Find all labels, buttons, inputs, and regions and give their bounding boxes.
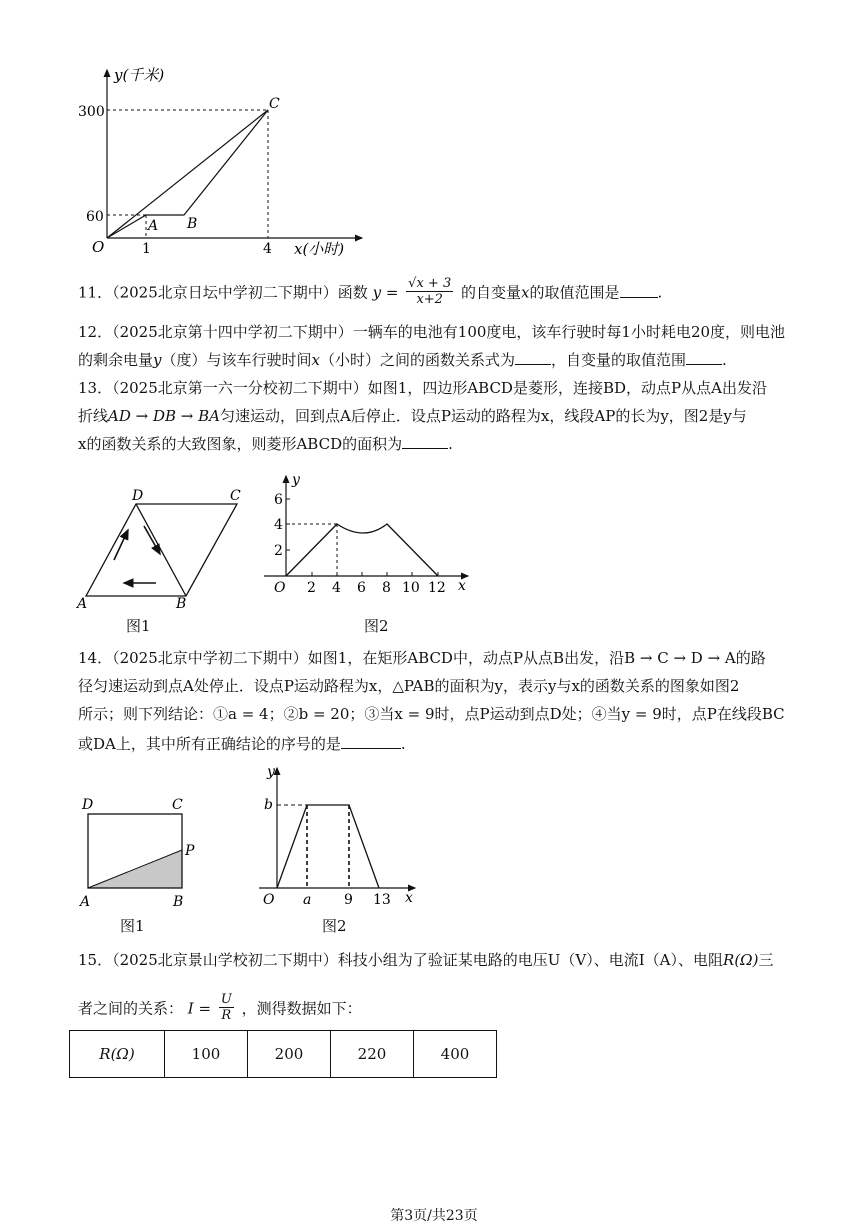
svg-text:y: y: [267, 764, 275, 780]
answer-blank[interactable]: [620, 283, 658, 298]
label-B: B: [176, 596, 187, 612]
distance-time-graph: [70, 60, 370, 265]
svg-text:13: 13: [373, 892, 391, 908]
svg-text:6: 6: [274, 492, 283, 508]
point-C: C: [269, 96, 280, 112]
table-header: R(Ω): [70, 1031, 165, 1078]
question-14-line1: 14．（2025北京中学初二下期中）如图1，在矩形ABCD中，动点P从点B出发，沿B → C → D → A的路: [78, 649, 766, 667]
question-15-line2: 者之间的关系： I = $\frac{U}{R}$ ，测得数据如下：: [78, 992, 362, 1023]
question-14-line3: 所示；则下列结论：①a = 4；②b = 20；③当x = 9时，点P运动到点D处；④当y = 9时，点P在线段BC: [78, 705, 785, 723]
svg-text:y: y: [292, 472, 300, 488]
svg-text:D: D: [82, 797, 94, 813]
fraction: $\frac{U}{R}$: [220, 992, 232, 1023]
svg-text:a: a: [303, 892, 312, 908]
fig14-caption1: 图1: [120, 917, 145, 935]
fig14-graph: [255, 762, 425, 912]
x-tick-1: 1: [142, 241, 151, 257]
point-A: A: [148, 218, 159, 234]
fig14-caption2: 图2: [322, 917, 347, 935]
svg-text:B: B: [173, 894, 184, 910]
fig14-curve: [277, 805, 379, 888]
question-14-line2: 径匀速运动到点A处停止．设点P运动路程为x，△PAB的面积为y，表示y与x的函数关系的图象如图2: [78, 677, 740, 695]
question-11: 11．（2025北京日坛中学初二下期中）函数 y = $\frac{√x + 3}{x+2}$ 的自变量x的取值范围是 .: [78, 276, 663, 307]
table-cell: 400: [414, 1031, 497, 1078]
x-axis-label: x(小时): [294, 240, 345, 258]
func-y: y =: [372, 283, 399, 302]
y-tick-60: 60: [86, 209, 104, 225]
svg-text:x: x: [458, 578, 466, 594]
svg-text:O: O: [274, 580, 286, 596]
svg-text:P: P: [185, 843, 195, 859]
fig13-caption2: 图2: [364, 617, 389, 635]
svg-text:8: 8: [382, 580, 391, 596]
question-13-line3: x的函数关系的大致图象，则菱形ABCD的面积为 .: [78, 435, 453, 453]
x-tick-4: 4: [263, 241, 272, 257]
answer-blank[interactable]: [341, 734, 401, 749]
question-15-line1: 15．（2025北京景山学校初二下期中）科技小组为了验证某电路的电压U（V）、电流I（A）、电阻R(Ω)三: [78, 951, 774, 969]
question-13-line2: 折线AD → DB → BA匀速运动，回到点A后停止．设点P运动的路程为x，线段AP的长为y，图2是y与: [78, 407, 747, 425]
point-B: B: [187, 216, 198, 232]
svg-text:2: 2: [274, 543, 283, 559]
svg-text:O: O: [263, 892, 275, 908]
label-C: C: [230, 488, 241, 504]
label-A: A: [77, 596, 88, 612]
label-D: D: [132, 488, 144, 504]
svg-text:2: 2: [307, 580, 316, 596]
rectangle-figure: [78, 792, 208, 912]
fraction: $\frac{√x + 3}{x+2}$: [408, 276, 452, 307]
svg-text:6: 6: [357, 580, 366, 596]
data-table: [69, 1030, 497, 1078]
question-12-line1: 12．（2025北京第十四中学初二下期中）一辆车的电池有100度电，该车行驶时每1小时耗电20度，则电池: [78, 323, 786, 341]
svg-text:A: A: [80, 894, 91, 910]
page-number: 第3页/共23页: [390, 1208, 478, 1224]
svg-text:4: 4: [274, 517, 283, 533]
svg-text:10: 10: [402, 580, 420, 596]
fig13-graph: [260, 470, 475, 605]
table-cell: 220: [331, 1031, 414, 1078]
table-cell: 200: [248, 1031, 331, 1078]
question-14-line4: 或DA上，其中所有正确结论的序号的是 .: [78, 735, 406, 753]
answer-blank-1[interactable]: [515, 350, 551, 365]
table-cell: 100: [165, 1031, 248, 1078]
svg-text:12: 12: [428, 580, 446, 596]
answer-blank[interactable]: [402, 434, 448, 449]
svg-text:9: 9: [344, 892, 353, 908]
svg-text:b: b: [264, 797, 273, 813]
svg-text:C: C: [172, 797, 183, 813]
question-13-line1: 13．（2025北京第一六一分校初二下期中）如图1，四边形ABCD是菱形，连接BD，动点P从点A出发沿: [78, 379, 767, 397]
table-row: [70, 1031, 497, 1078]
rhombus-figure: [72, 484, 252, 614]
svg-text:x: x: [405, 890, 413, 906]
fig13-caption1: 图1: [126, 617, 151, 635]
question-12-line2: 的剩余电量y（度）与该车行驶时间x（小时）之间的函数关系式为 ，自变量的取值范围 .: [78, 351, 727, 369]
origin-label: O: [92, 238, 105, 256]
y-axis-label: y(千米): [114, 66, 165, 84]
y-tick-300: 300: [78, 104, 105, 120]
fig13-curve: [286, 524, 438, 576]
answer-blank-2[interactable]: [686, 350, 722, 365]
svg-text:4: 4: [332, 580, 341, 596]
